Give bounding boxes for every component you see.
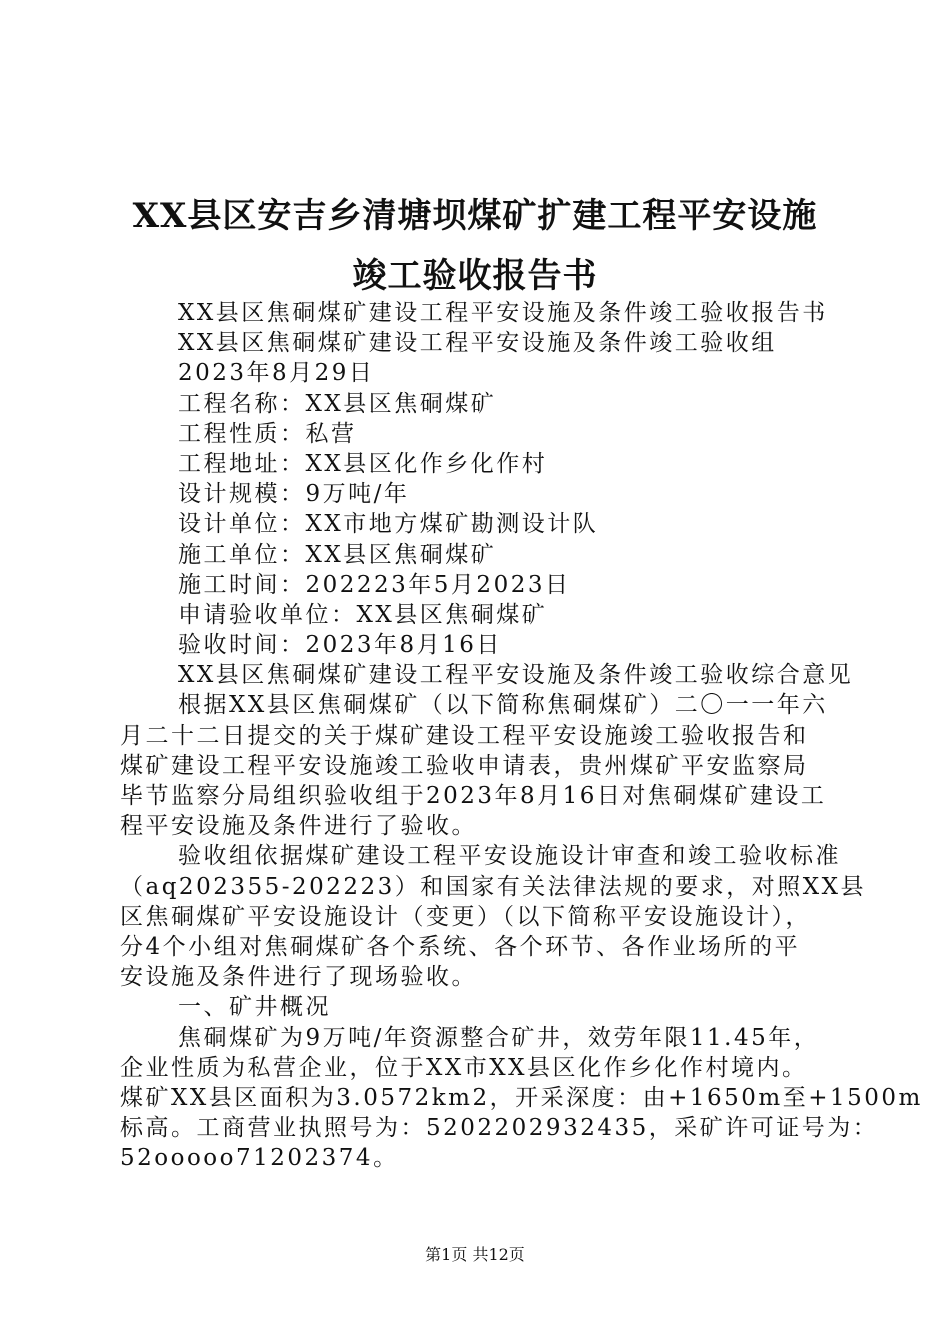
page-footer: 第1页 共12页 [425, 1245, 525, 1264]
header-line: 设计单位：XX市地方煤矿勘测设计队 [178, 511, 599, 538]
header-line: 设计规模：9万吨/年 [178, 481, 410, 508]
paragraph-line: 程平安设施及条件进行了验收。 [120, 813, 477, 840]
document-body [120, 298, 923, 1173]
paragraph-line: 焦硐煤矿为9万吨/年资源整合矿井，效劳年限11.45年， [178, 1024, 820, 1051]
paragraph-line: 煤矿建设工程平安设施竣工验收申请表，贵州煤矿平安监察局 [120, 752, 809, 779]
paragraph-line: 区焦硐煤矿平安设施设计（变更）（以下简称平安设施设计）， [120, 903, 811, 930]
paragraph-line: 验收组依据煤矿建设工程平安设施设计审查和竣工验收标准 [178, 843, 841, 870]
header-line: 工程性质：私营 [178, 420, 357, 447]
paragraph-line: 毕节监察分局组织验收组于2023年8月16日对焦硐煤矿建设工 [120, 783, 827, 809]
header-line: 2023年8月29日 [178, 360, 375, 387]
header-line: 施工单位：XX县区焦硐煤矿 [178, 541, 497, 568]
document-title-line1: XX县区安吉乡清塘坝煤矿扩建工程平安设施 [132, 196, 818, 236]
paragraph-line: （aq202355-202223）和国家有关法律法规的要求，对照XX县 [120, 873, 867, 900]
header-line: 工程名称：XX县区焦硐煤矿 [178, 390, 497, 417]
paragraph-line: 标高。工商营业执照号为：5202202932435，采矿许可证号为： [120, 1115, 879, 1142]
paragraph-line: 企业性质为私营企业，位于XX市XX县区化作乡化作村境内。 [120, 1054, 808, 1081]
header-line: 施工时间：202223年5月2023日 [178, 571, 571, 598]
header-line: 申请验收单位：XX县区焦硐煤矿 [178, 601, 548, 628]
header-line: 验收时间：2023年8月16日 [178, 632, 502, 659]
paragraph-line: 安设施及条件进行了现场验收。 [120, 964, 477, 991]
paragraph-line: 分4个小组对焦硐煤矿各个系统、各个环节、各作业场所的平 [120, 933, 801, 960]
header-line: XX县区焦硐煤矿建设工程平安设施及条件竣工验收报告书 [178, 300, 828, 326]
paragraph-line: 一、矿井概况 [178, 994, 331, 1021]
header-line: XX县区焦硐煤矿建设工程平安设施及条件竣工验收组 [178, 330, 777, 357]
paragraph-line: 52ooooo71202374。 [120, 1145, 399, 1172]
header-line: XX县区焦硐煤矿建设工程平安设施及条件竣工验收综合意见 [178, 662, 854, 689]
document-title-line2: 竣工验收报告书 [352, 256, 598, 296]
paragraph-line: 煤矿XX县区面积为3.0572km2，开采深度：由+1650m至+1500m [120, 1084, 923, 1111]
paragraph-line: 月二十二日提交的关于煤矿建设工程平安设施竣工验收报告和 [120, 722, 809, 749]
header-line: 工程地址：XX县区化作乡化作村 [178, 450, 548, 477]
paragraph-line: 根据XX县区焦硐煤矿（以下简称焦硐煤矿）二〇一一年六 [178, 692, 828, 719]
